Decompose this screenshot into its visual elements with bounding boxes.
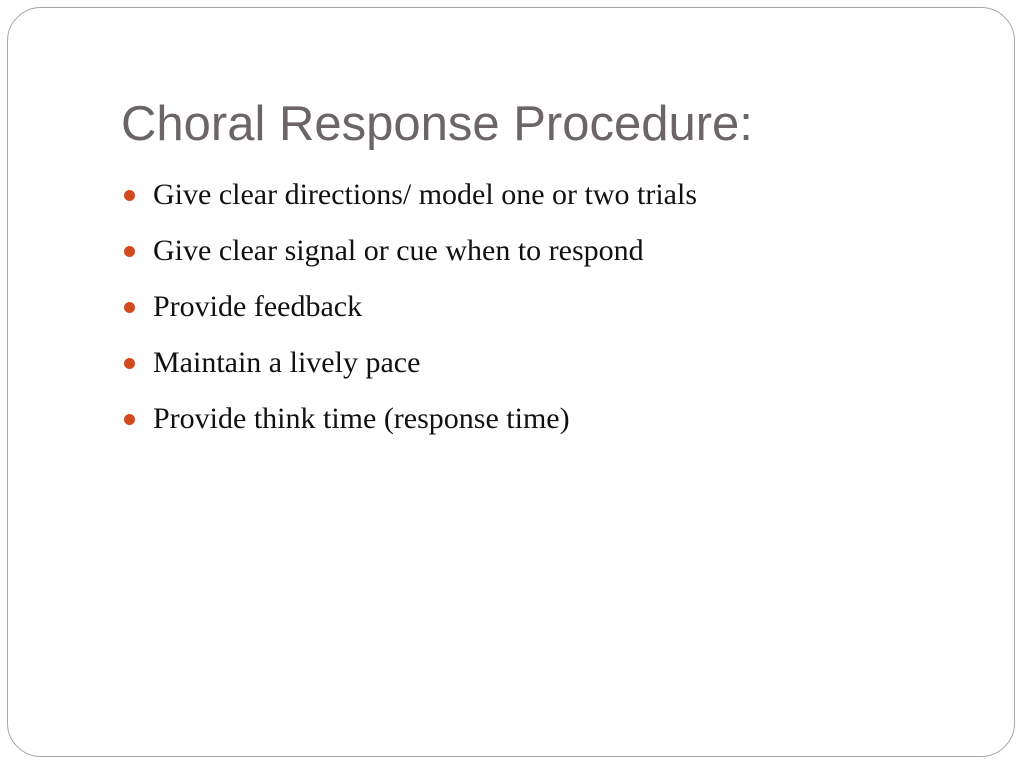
bullet-dot-icon: [124, 358, 135, 369]
bullet-item: [121, 396, 697, 452]
bullet-item: [121, 228, 697, 284]
slide-frame: [7, 7, 1015, 757]
bullet-item: [121, 172, 697, 228]
bullet-dot-icon: [124, 190, 135, 201]
bullet-dot-icon: [124, 302, 135, 313]
bullet-item: [121, 284, 697, 340]
bullet-item: [121, 340, 697, 396]
bullet-text: Give clear signal or cue when to respond: [153, 234, 644, 267]
bullet-text: Provide feedback: [153, 290, 363, 323]
bullet-dot-icon: [124, 414, 135, 425]
bullet-text: Maintain a lively pace: [153, 346, 421, 379]
slide-title: Choral Response Procedure:: [121, 97, 753, 151]
bullet-dot-icon: [124, 246, 135, 257]
bullet-text: Provide think time (response time): [153, 402, 570, 435]
bullet-list: [121, 172, 697, 452]
bullet-text: Give clear directions/ model one or two trials: [153, 178, 697, 211]
